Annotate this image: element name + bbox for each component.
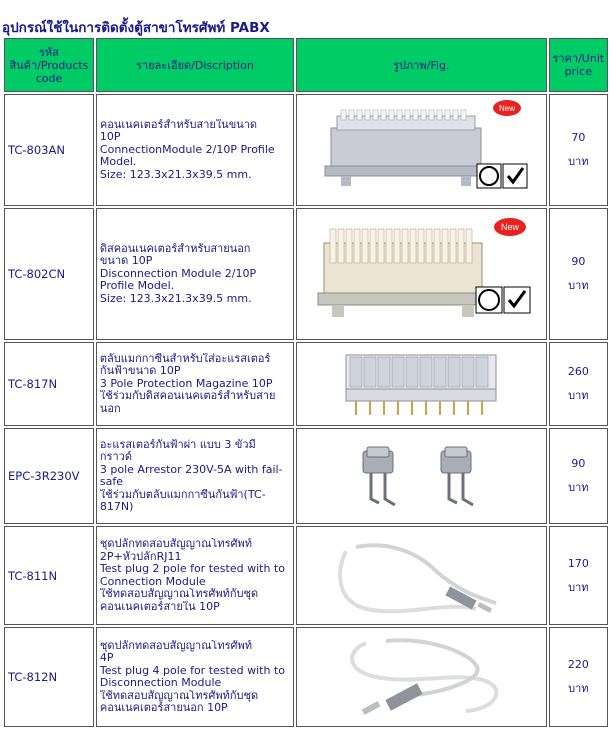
- description-line: ชุดปลั๊กทดสอบสัญญาณโทรศัพท์: [99, 538, 252, 550]
- product-price: [549, 526, 608, 625]
- header-code-line: สินค้า/Products: [9, 58, 89, 72]
- product-figure: [296, 342, 547, 426]
- description-line: 817N): [99, 501, 134, 513]
- description-line: คอนเนคเตอร์สายนอก 10P: [99, 702, 228, 714]
- description-line: ชุดปลั๊กทดสอบสัญญาณโทรศัพท์: [99, 639, 252, 652]
- price-currency: บาท: [568, 155, 589, 168]
- description-line: 10P: [99, 131, 121, 144]
- description-line: Size: 123.3x21.3x39.5 mm.: [99, 292, 252, 305]
- description-line: ใช้ร่วมกับตลับแมกกาซีนกันฟ้า(TC-: [99, 488, 266, 501]
- price-value: 220: [567, 658, 589, 671]
- product-price: [549, 342, 608, 426]
- product-figure: [296, 208, 547, 340]
- description-line: Connection Module: [99, 575, 206, 588]
- description-line: 4P: [99, 652, 114, 664]
- description-line: ตลับแมกกาซีนสำหรับใส่อะแรสเตอร์: [99, 352, 271, 365]
- header-price: [549, 38, 608, 92]
- product-description: [96, 428, 294, 524]
- price-currency: บาท: [568, 580, 589, 594]
- price-value: 260: [567, 365, 589, 378]
- price-value: 90: [571, 255, 586, 268]
- product-description: [96, 627, 294, 727]
- product-figure: [296, 94, 547, 206]
- product-code: EPC-3R230V: [4, 428, 94, 524]
- product-price: [549, 208, 608, 340]
- price-currency: บาท: [568, 279, 589, 292]
- description-line: 3 Pole Protection Magazine 10P: [99, 377, 273, 390]
- description-line: Disconnection Module: [99, 677, 222, 689]
- description-line: ใช้ทดสอบสัญญาณโทรศัพท์กับชุด: [99, 588, 259, 600]
- product-description: [96, 526, 294, 625]
- product-figure: [296, 526, 547, 625]
- product-description: [96, 342, 294, 426]
- connection-module-image: [311, 100, 531, 200]
- arrestor-image: [351, 441, 491, 511]
- product-figure: [296, 428, 547, 524]
- check-mark-icon: [503, 164, 527, 188]
- header-code-line: รหัส: [39, 45, 59, 59]
- description-line: ใช้ร่วมกับดิสคอนเนคเตอร์สำหรับสาย: [99, 390, 276, 403]
- table-header-row: [4, 38, 608, 92]
- description-line: Test plug 4 pole for tested with to: [99, 664, 285, 677]
- description-line: ดิสคอนเนคเตอร์สำหรับสายนอก: [99, 242, 251, 255]
- table-row: [4, 627, 608, 727]
- price-value: 70: [571, 131, 586, 144]
- description-line: กันฟ้าขนาด 10P: [99, 365, 181, 378]
- description-line: 2P+หัวปลั๊กRJ11: [99, 550, 182, 563]
- description-line: Model.: [99, 156, 137, 169]
- description-line: safe: [99, 476, 124, 488]
- table-row: [4, 342, 608, 426]
- protection-magazine-image: [336, 347, 506, 421]
- products-table: [2, 36, 610, 729]
- product-code: TC-812N: [4, 627, 94, 727]
- description-line: ขนาด 10P: [99, 255, 153, 268]
- price-currency: บาท: [568, 389, 589, 402]
- header-price-line: price: [564, 65, 593, 78]
- table-row: [4, 94, 608, 206]
- description-line: คอนเนคเตอร์สำหรับสายในขนาด: [99, 118, 258, 131]
- price-currency: บาท: [568, 682, 589, 695]
- description-line: ใช้ทดสอบสัญญาณโทรศัพท์กับชุด: [99, 689, 259, 702]
- description-line: Disconnection Module 2/10P: [99, 267, 257, 280]
- description-line: นอก: [99, 402, 121, 415]
- product-description: [96, 94, 294, 206]
- test-plug-4p-image: [326, 631, 516, 723]
- product-price: [549, 428, 608, 524]
- test-plug-2p-image: [326, 531, 516, 621]
- description-line: Profile Model.: [99, 280, 175, 293]
- header-code-line: code: [35, 71, 63, 85]
- description-line: อะแรสเตอร์กันฟ้าผ่า แบบ 3 ขั้วมี: [99, 438, 256, 451]
- product-code: TC-811N: [4, 526, 94, 625]
- header-description: รายละเอียด/Discription: [96, 38, 294, 92]
- description-line: 3 pole Arrestor 230V-5A with fail-: [99, 463, 283, 476]
- product-code: TC-817N: [4, 342, 94, 426]
- table-row: [4, 526, 608, 625]
- product-figure: [296, 627, 547, 727]
- product-price: [549, 627, 608, 727]
- product-code: TC-802CN: [4, 208, 94, 340]
- product-price: [549, 94, 608, 206]
- description-line: กราวด์: [99, 451, 132, 463]
- product-description: [96, 208, 294, 340]
- description-line: Test plug 2 pole for tested with to: [99, 563, 285, 575]
- new-badge-label: New: [499, 104, 516, 113]
- header-code: [4, 38, 94, 92]
- description-line: Size: 123.3x21.3x39.5 mm.: [99, 168, 252, 181]
- new-badge-label: New: [501, 222, 520, 232]
- price-value: 90: [571, 457, 586, 470]
- product-code: TC-803AN: [4, 94, 94, 206]
- disconnection-module-image: [306, 215, 536, 333]
- header-figure: รูปภาพ/Fig.: [296, 38, 547, 92]
- table-row: [4, 428, 608, 524]
- description-line: คอนเนคเตอร์สายใน 10P: [99, 600, 220, 613]
- table-row: [4, 208, 608, 340]
- price-value: 170: [567, 556, 589, 570]
- header-price-line: ราคา/Unit: [552, 52, 605, 65]
- page-title: อุปกรณ์ใช้ในการติดตั้งตู้สาขาโทรศัพท์ PABX: [2, 20, 270, 36]
- description-line: ConnectionModule 2/10P Profile: [99, 143, 275, 156]
- price-currency: บาท: [568, 481, 589, 494]
